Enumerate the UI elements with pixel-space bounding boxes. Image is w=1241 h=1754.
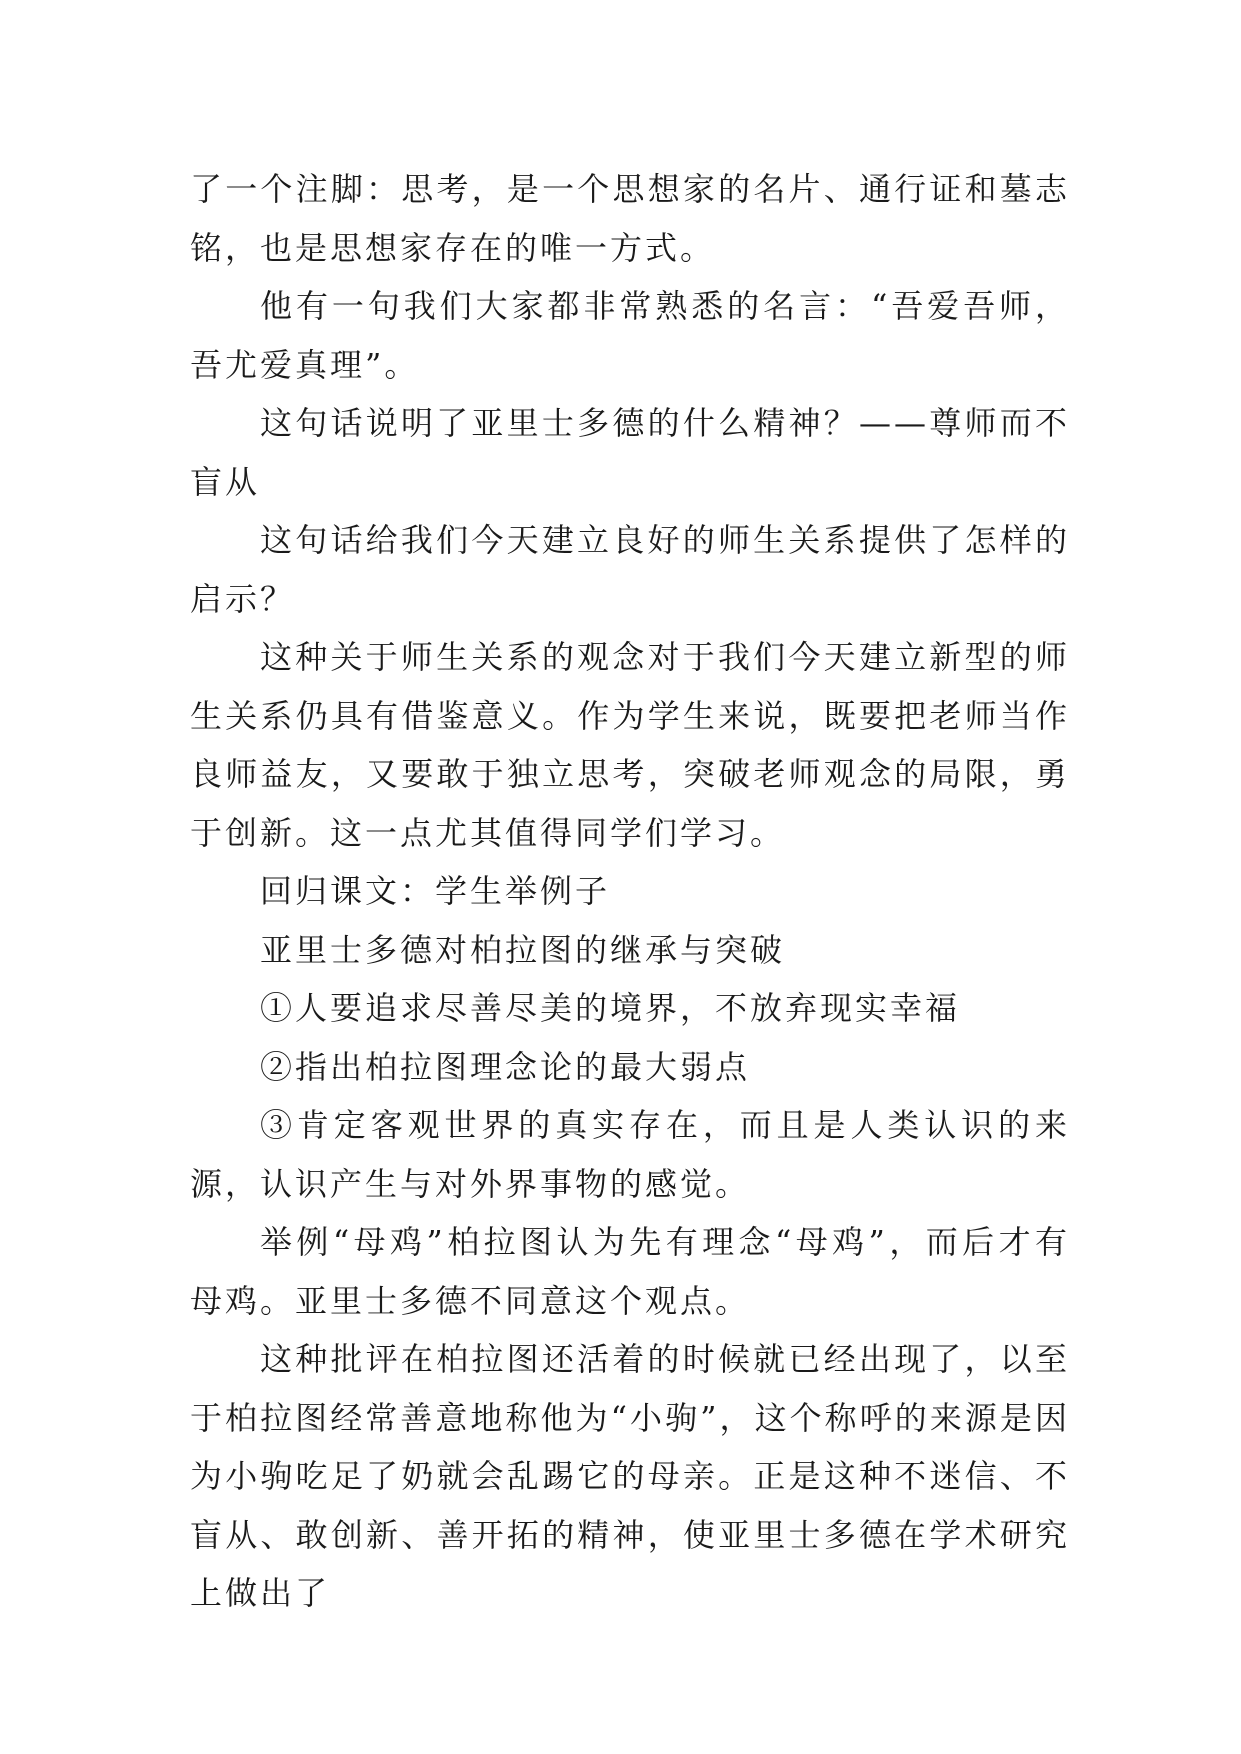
paragraph-8: ①人要追求尽善尽美的境界，不放弃现实幸福 [260, 989, 961, 1027]
document-body [190, 160, 1070, 1623]
paragraph-12: 这种批评在柏拉图还活着的时候就已经出现了，以至于柏拉图经常善意地称他为“小驹”，这个称呼的来源是因为小驹吃足了奶就会乱踢它的母亲。正是这种不迷信、不盲从、敢创新、善开拓的精神，使亚里士多德在学术研究上做出了 [190, 1340, 1070, 1612]
paragraph-9: ②指出柏拉图理念论的最大弱点 [260, 1047, 751, 1086]
paragraph-10: ③肯定客观世界的真实存在，而且是人类认识的来源，认识产生与对外界事物的感觉。 [190, 1106, 1070, 1203]
paragraph-3: 这句话说明了亚里士多德的什么精神？——尊师而不盲从 [190, 404, 1070, 501]
paragraph-1: 了一个注脚：思考，是一个思想家的名片、通行证和墓志铭，也是思想家存在的唯一方式。 [190, 170, 1070, 267]
paragraph-2: 他有一句我们大家都非常熟悉的名言：“吾爱吾师，吾尤爱真理”。 [190, 287, 1070, 384]
paragraph-6: 回归课文：学生举例子 [260, 872, 611, 910]
paragraph-5: 这种关于师生关系的观念对于我们今天建立新型的师生关系仍具有借鉴意义。作为学生来说，既要把老师当作良师益友，又要敢于独立思考，突破老师观念的局限，勇于创新。这一点尤其值得同学们学习。 [190, 638, 1070, 852]
paragraph-11: 举例“母鸡”柏拉图认为先有理念“母鸡”，而后才有母鸡。亚里士多德不同意这个观点。 [190, 1223, 1070, 1320]
paragraph-4: 这句话给我们今天建立良好的师生关系提供了怎样的启示？ [190, 521, 1070, 618]
paragraph-7: 亚里士多德对柏拉图的继承与突破 [260, 930, 786, 969]
